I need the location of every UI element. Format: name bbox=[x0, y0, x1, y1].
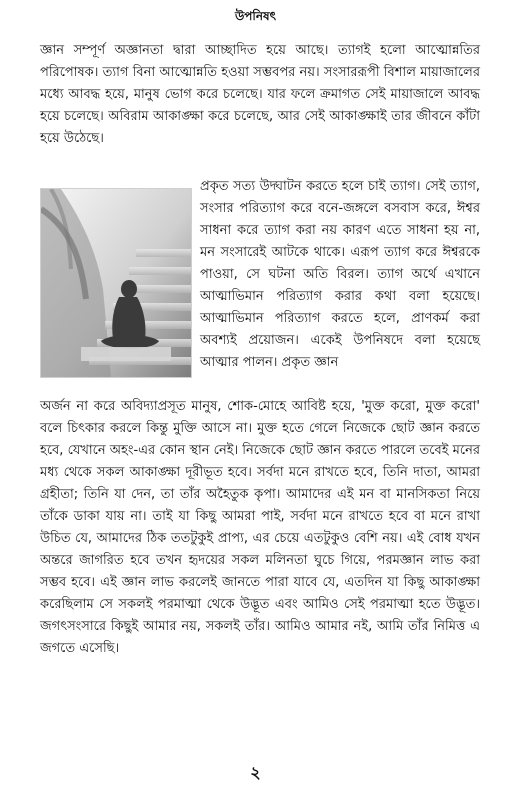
side-paragraph: প্রকৃত সত্য উদ্ঘাটন করতে হলে চাই ত্যাগ। সেই ত্যাগ, সংসার পরিত্যাগ করে বনে-জঙ্গলে বসবাস করে, ঈশ্বর সাধনা করে ত্যাগ করা নয় কারণ এতে সাধনা হয় না, মন সংসারেই আটকে থাকে। এরূপ ত্যাগ করে ঈশ্বরকে পাওয়া, সে ঘটনা অতি বিরল। ত্যাগ অর্থে এখানে আত্মাভিমান পরিত্যাগ করার কথা বলা হয়েছে। আত্মাভিমান পরিত্যাগ করতে হলে, প্রাণকর্ম করা অবশ্যই প্রয়োজন। একেই উপনিষদে বলা হয়েছে আত্মার পালন। প্রকৃত জ্ঞান bbox=[200, 179, 480, 370]
running-header-title: উপনিষৎ bbox=[234, 9, 277, 23]
meditating-figure-icon bbox=[41, 189, 191, 377]
intro-paragraph: জ্ঞান সম্পূর্ণ অজ্ঞানতা দ্বারা আচ্ছাদিত হয়ে আছে। ত্যাগই হলো আত্মোন্নতির পরিপোষক। ত্যাগ বিনা আত্মোন্নতি হওয়া সম্ভবপর নয়। সংসাররূপী বিশাল মায়াজালের মধ্যে আবদ্ধ হয়ে, মানুষ ভোগ করে চলেছে। যার ফলে ক্রমাগত সেই মায়াজালে আবদ্ধ হয়ে চলেছে। অবিরাম আকাঙ্ক্ষা করে চলেছে, আর সেই আকাঙ্ক্ষাই তার জীবনে কাঁটা হয়ে উঠেছে। bbox=[40, 43, 480, 146]
page-number: ২ bbox=[250, 763, 261, 782]
main-paragraph: অর্জন না করে অবিদ্যাপ্রসূত মানুষ, শোক-মোহে আবিষ্ট হয়ে, 'মুক্ত করো, মুক্ত করো' বলে চিৎকার করলে কিন্তু মুক্তি আসে না। মুক্ত হতে গেলে নিজেকে ছোট জ্ঞান করতে হবে, যেখানে অহং-এর কোন স্থান নেই। নিজেকে ছোট জ্ঞান করতে পারলে তবেই মনের মধ্য থেকে সকল আকাঙ্ক্ষা দূরীভূত হবে। সর্বদা মনে রাখতে হবে, তিনি দাতা, আমরা গ্রহীতা; তিনি যা দেন, তা তাঁর অহৈতুক কৃপা। আমাদের এই মন বা মানসিকতা নিয়ে তাঁকে ডাকা যায় না। তাই যা কিছু আমরা পাই, সর্বদা মনে রাখতে হবে বা মনে রাখা উচিত যে, আমাদের ঠিক ততটুকুই প্রাপ্য, এর চেয়ে এতটুকুও বেশি নয়। এই বোধ যখন অন্তরে জাগরিত হবে তখন হৃদয়ের সকল মলিনতা ঘুচে গিয়ে, পরমজ্ঞান লাভ করা সম্ভব হবে। এই জ্ঞান লাভ করলেই জানতে পারা যাবে যে, এতদিন যা কিছু আকাঙ্ক্ষা করেছিলাম সে সকলই পরমাত্মা থেকে উদ্ভূত এবং আমিও সেই পরমাত্মা হতে উদ্ভূত। জগৎসংসারে কিছুই আমার নয়, সকলই তাঁর। আমিও আমার নই, আমি তাঁর নিমিত্ত এ জগতে এসেছি। bbox=[40, 399, 480, 656]
meditating-figure-photo bbox=[40, 188, 192, 378]
